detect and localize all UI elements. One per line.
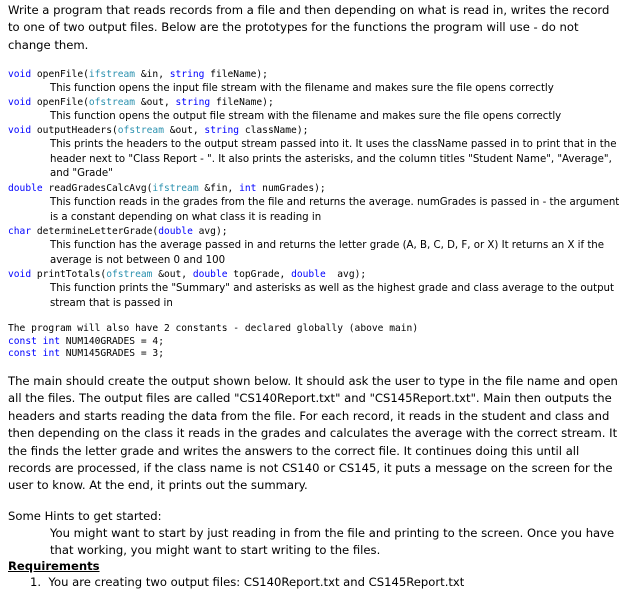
param-type: double (158, 226, 193, 237)
param: &out, (163, 125, 205, 136)
keyword: const (8, 348, 37, 359)
description-openfile-out: This function opens the output file stream with the filename and makes sure the file opens correctly (50, 111, 562, 122)
param-type: string (169, 69, 205, 80)
param: topGrade, (227, 269, 292, 280)
param: &fin, (198, 183, 240, 194)
hints-title: Some Hints to get started: (8, 509, 162, 523)
description-openfile-in: This function opens the input file stream with the filename and makes sure the file opens correctly (50, 83, 554, 94)
param: &out, (152, 269, 193, 280)
return-type: void (8, 269, 32, 280)
description-determinelettergrade: This function has the average passed in and returns the letter grade (A, B, C, D, F, or X) It returns an X if the average is not between 0 and 100 (50, 240, 605, 266)
hints-body: You might want to start by just reading in from the file and printing to the screen. Once you have that working, you might want to start writing to the files. (50, 526, 615, 558)
param: fileName); (210, 97, 274, 108)
return-type: char (8, 226, 32, 237)
prototype-readgradescalcavg (8, 183, 326, 195)
keyword: const (8, 336, 37, 347)
function-name: printTotals( (36, 269, 107, 280)
param-type: ifstream (152, 183, 199, 194)
prototype-determinelettergrade (8, 226, 228, 238)
requirements-heading: Requirements (8, 559, 100, 573)
constants-intro: The program will also have 2 constants - declared globally (above main) (8, 323, 419, 334)
prototype-openfile-out (8, 97, 274, 109)
requirement-text: You are creating two output files: CS140Report.txt and CS145Report.txt (48, 575, 465, 589)
constant-decl: NUM145GRADES = 3; (60, 348, 164, 359)
description-readgradescalcavg: This function reads in the grades from the file and returns the average. numGrades is passed in - the argument is a constant depending on what class it is reading in (50, 197, 620, 223)
param-type: string (175, 97, 211, 108)
function-name: openFile( (36, 97, 89, 108)
description-outputheaders: This prints the headers to the output stream passed into it. It uses the className passed in to print that in the header next to "Class Report - ". It also prints the asterisks, and the column titles "Student Name", "Average", and "Grade" (50, 139, 617, 180)
requirement-number: 1. (30, 575, 42, 589)
constant-num145grades (8, 348, 164, 360)
param: fileName); (204, 69, 268, 80)
param-type: ofstream (106, 269, 153, 280)
param: avg); (192, 226, 228, 237)
function-name: openFile( (36, 69, 89, 80)
prototype-printtotals (8, 269, 366, 281)
return-type: void (8, 125, 32, 136)
main-paragraph: The main should create the output shown below. It should ask the user to type in the file name and open all the files. The output files are called "CS140Report.txt" and "CS145Report.txt". Main then outputs the headers and starts reading the data from the file. For each record, it reads in the student and class and then depending on the class it reads in the grades and calculates the average with the correct stream. It the finds the letter grade and writes the answers to the correct file. It continues doing this until all records are processed, if the class name is not CS140 or CS145, it puts a message on the screen for the user to know. At the end, it prints out the summary. (8, 374, 618, 493)
param-type: ifstream (88, 69, 136, 80)
function-name: determineLetterGrade( (36, 226, 159, 237)
param: avg); (325, 269, 367, 280)
param: &in, (135, 69, 170, 80)
param-type: double (291, 269, 326, 280)
prototype-openfile-in (8, 69, 268, 81)
keyword: int (42, 336, 60, 347)
constant-num140grades (8, 336, 164, 348)
function-name: outputHeaders( (36, 125, 118, 136)
prototype-outputheaders (8, 125, 308, 137)
param: numGrades); (256, 183, 326, 194)
param-type: ofstream (117, 125, 164, 136)
param-type: string (204, 125, 240, 136)
return-type: void (8, 97, 32, 108)
param-type: int (239, 183, 257, 194)
description-printtotals: This function prints the "Summary" and asterisks as well as the highest grade and class average to the output stream that is passed in (50, 283, 615, 309)
param: className); (239, 125, 309, 136)
function-name: readGradesCalcAvg( (48, 183, 153, 194)
requirements-title (8, 558, 624, 575)
param-type: double (192, 269, 228, 280)
constant-decl: NUM140GRADES = 4; (60, 336, 164, 347)
requirement-item (30, 574, 624, 591)
intro-paragraph: Write a program that reads records from a file and then depending on what is read in, writes the record to one of two output files. Below are the prototypes for the functions the program will use - do not change them. (8, 3, 610, 52)
param: &out, (135, 97, 176, 108)
keyword: int (42, 348, 60, 359)
return-type: void (8, 69, 32, 80)
return-type: double (8, 183, 43, 194)
param-type: ofstream (88, 97, 136, 108)
